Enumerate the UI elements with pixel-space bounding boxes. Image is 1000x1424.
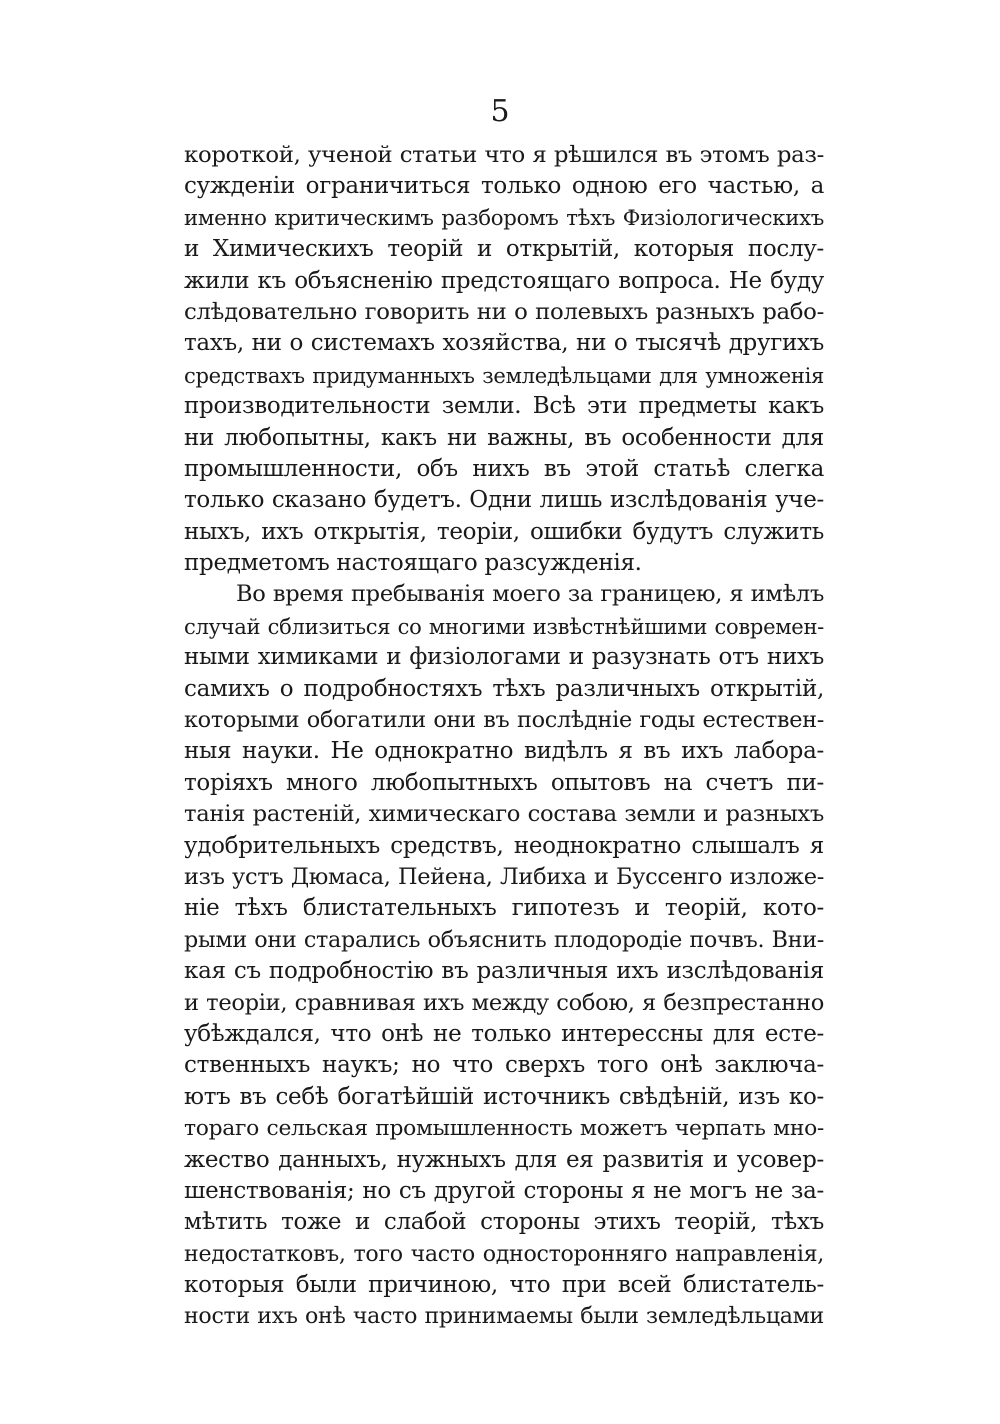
text-line: шенствованія; но съ другой стороны я не могъ не за- — [184, 1177, 824, 1204]
text-line: ныя науки. Не однократно видѣлъ я въ ихъ лабора- — [184, 738, 824, 765]
text-line: торіяхъ много любопытныхъ опытовъ на счетъ пи- — [184, 769, 824, 796]
text-line: мѣтить тоже и слабой стороны этихъ теорій, тѣхъ — [184, 1209, 824, 1236]
text-line: промышленности, объ нихъ въ этой статьѣ слегка — [184, 455, 824, 482]
text-line: ственныхъ наукъ; но что сверхъ того онѣ заключа- — [184, 1052, 824, 1079]
text-line: короткой, ученой статьи что я рѣшился въ этомъ раз- — [184, 142, 824, 168]
text-line: слѣдовательно говорить ни о полевыхъ разныхъ рабо- — [184, 298, 824, 325]
text-line: ныхъ, ихъ открытія, теоріи, ошибки будутъ служить — [184, 518, 824, 545]
paragraph-2 — [184, 579, 824, 1332]
text-line: Во время пребыванія моего за границею, я имѣлъ — [236, 581, 824, 608]
text-line: тораго сельская промышленность можетъ черпать мно- — [184, 1116, 824, 1142]
text-line: удобрительныхъ средствъ, неоднократно слышалъ я — [184, 832, 824, 859]
text-line: ными химиками и физіологами и разузнать отъ нихъ — [184, 644, 824, 671]
text-line: кая съ подробностію въ различныя ихъ изслѣдованія — [184, 958, 824, 985]
text-line: предметомъ настоящаго разсужденія. — [184, 550, 642, 577]
text-line: танія растеній, химическаго состава земли и разныхъ — [184, 801, 824, 828]
text-line: ніе тѣхъ блистательныхъ гипотезъ и теорій, кото- — [184, 895, 824, 922]
text-line: тахъ, ни о системахъ хозяйства, ни о тысячѣ другихъ — [184, 330, 824, 357]
text-line: и теоріи, сравнивая ихъ между собою, я безпрестанно — [184, 989, 824, 1016]
text-line: случай сблизиться со многими извѣстнѣйшими современ- — [184, 613, 824, 639]
text-line: сужденіи ограничиться только одною его частью, а — [184, 173, 824, 200]
text-line: ни любопытны, какъ ни важны, въ особенности для — [184, 424, 824, 451]
text-line: изъ устъ Дюмаса, Пейена, Либиха и Буссенго изложе- — [184, 863, 824, 890]
text-line: производительности земли. Всѣ эти предметы какъ — [184, 393, 824, 420]
text-line: недостатковъ, того часто односторонняго направленія, — [184, 1240, 824, 1267]
text-line: именно критическимъ разборомъ тѣхъ Физіологическихъ — [184, 205, 824, 231]
paragraph-1 — [184, 140, 824, 579]
text-line: убѣждался, что онѣ не только интерессны для есте- — [184, 1020, 824, 1047]
text-line: самихъ о подробностяхъ тѣхъ различныхъ открытій, — [184, 675, 824, 702]
text-line: которыми обогатили они въ послѣдніе годы естествен- — [184, 707, 824, 734]
text-line: которыя были причиною, что при всей блистатель- — [184, 1272, 824, 1299]
page-number: 5 — [490, 94, 510, 129]
text-line: ности ихъ онѣ часто принимаемы были земледѣльцами — [184, 1303, 824, 1330]
text-line: рыми они старались объяснить плодородіе почвъ. Вни- — [184, 926, 824, 953]
text-line: жили къ объясненію предстоящаго вопроса. Не буду — [184, 267, 824, 294]
text-line: только сказано будетъ. Одни лишь изслѣдованія уче- — [184, 487, 824, 514]
text-line: средствахъ придуманныхъ земледѣльцами для умноженія — [184, 362, 824, 388]
text-line: жество данныхъ, нужныхъ для ея развитія и усовер- — [184, 1146, 824, 1173]
text-line: ютъ въ себѣ богатѣйшій источникъ свѣдѣній, изъ ко- — [184, 1083, 824, 1110]
body-text — [184, 140, 824, 1333]
text-line: и Химическихъ теорій и открытій, которыя послу- — [184, 236, 824, 263]
